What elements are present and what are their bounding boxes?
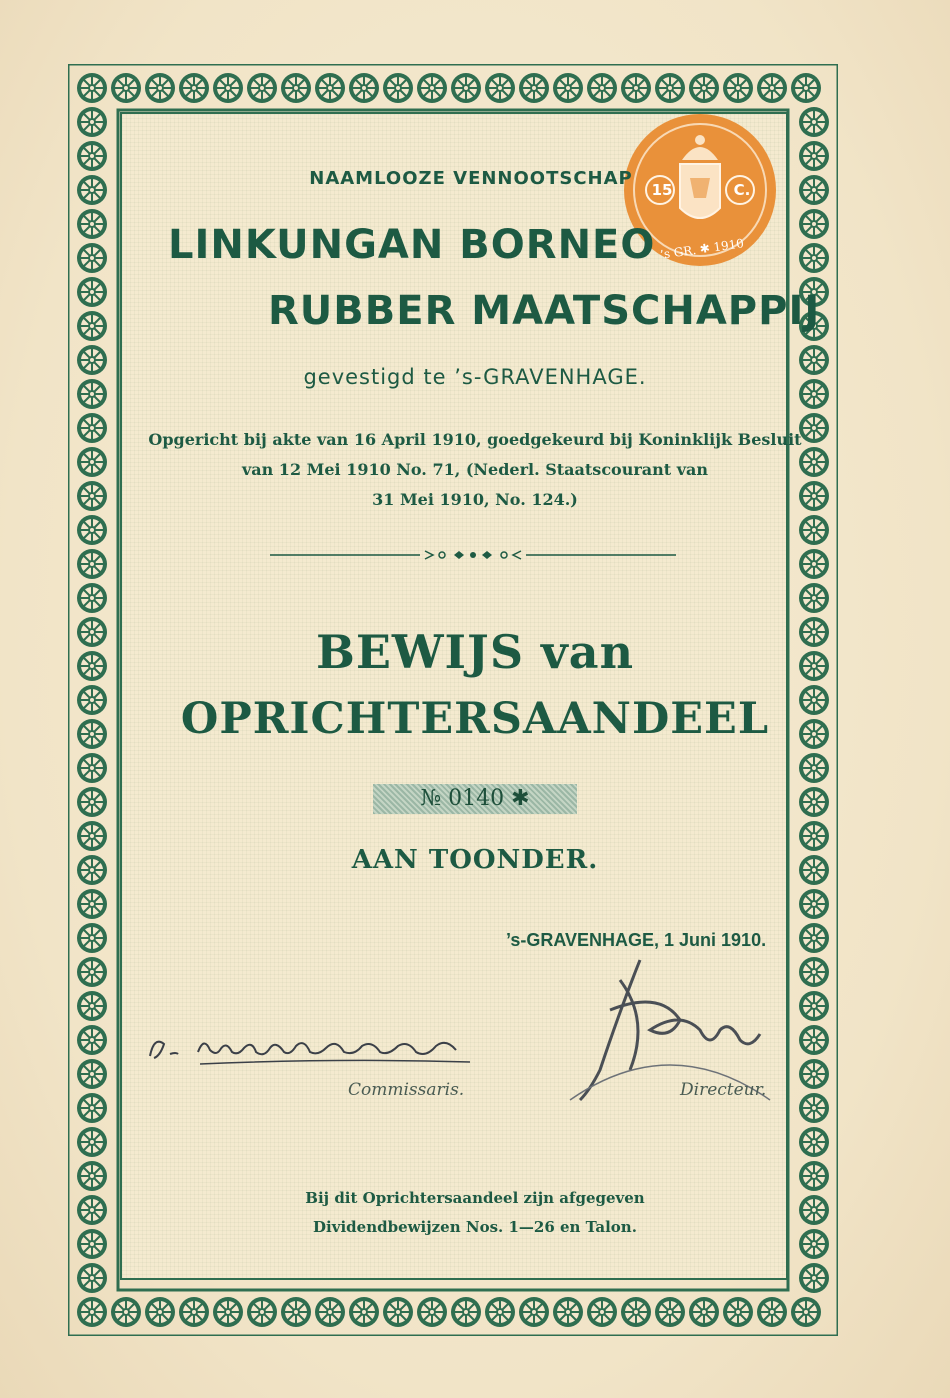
border-flower <box>77 1263 107 1293</box>
border-flower <box>655 73 685 103</box>
border-flower <box>757 73 787 103</box>
commissaris-label: Commissaris. <box>348 1080 465 1100</box>
border-flower <box>799 753 829 783</box>
commissaris-signature <box>140 1022 480 1072</box>
border-flower <box>587 73 617 103</box>
border-flower <box>281 73 311 103</box>
border-flower <box>723 1297 753 1327</box>
border-flower <box>799 889 829 919</box>
border-flower <box>349 73 379 103</box>
border-flower <box>519 73 549 103</box>
border-flower <box>417 1297 447 1327</box>
border-flower <box>799 141 829 171</box>
border-flower <box>587 1297 617 1327</box>
border-flower <box>77 1059 107 1089</box>
footer-line-2: Dividendbewijzen Nos. 1—26 en Talon. <box>313 1218 637 1236</box>
border-flower <box>799 787 829 817</box>
border-flower <box>179 1297 209 1327</box>
border-flower <box>799 957 829 987</box>
border-flower <box>77 1093 107 1123</box>
border-flower <box>77 889 107 919</box>
border-flower <box>145 1297 175 1327</box>
founding-line-2: van 12 Mei 1910 No. 71, (Nederl. Staatscourant van <box>241 460 709 479</box>
ornament-divider <box>270 548 676 562</box>
border-flower <box>451 73 481 103</box>
company-name-line1: LINKUNGAN BORNEO <box>168 222 656 268</box>
border-flower <box>213 1297 243 1327</box>
border-flower <box>77 73 107 103</box>
border-flower <box>77 311 107 341</box>
stamp-value-right: C. <box>733 181 751 199</box>
border-flower <box>621 1297 651 1327</box>
border-flower <box>519 1297 549 1327</box>
border-flower <box>383 73 413 103</box>
border-flower <box>451 1297 481 1327</box>
founding-line-1: Opgericht bij akte van 16 April 1910, goedgekeurd bij Koninklijk Besluit <box>148 430 802 449</box>
border-flower <box>213 73 243 103</box>
border-flower <box>799 923 829 953</box>
title-line2: OPRICHTERSAANDEEL <box>180 694 770 744</box>
border-flower <box>247 73 277 103</box>
company-seat: gevestigd te ’s-GRAVENHAGE. <box>303 365 647 389</box>
border-flower <box>315 1297 345 1327</box>
border-flower <box>77 141 107 171</box>
founding-details <box>0 425 950 515</box>
border-flower <box>315 73 345 103</box>
border-flower <box>799 243 829 273</box>
certificate-number: № 0140 ✱ <box>373 784 577 814</box>
company-type: NAAMLOOZE VENNOOTSCHAP <box>309 168 633 189</box>
stamp-inscription: ’s GR. ✱ 1910 <box>659 236 745 262</box>
border-flower <box>757 1297 787 1327</box>
border-flower <box>799 1059 829 1089</box>
border-flower <box>723 73 753 103</box>
border-flower <box>791 1297 821 1327</box>
border-flower <box>77 583 107 613</box>
border-flower <box>799 1093 829 1123</box>
border-flower <box>247 1297 277 1327</box>
title-line1: BEWIJS van <box>315 625 635 679</box>
border-flower <box>77 209 107 239</box>
border-flower <box>485 73 515 103</box>
border-flower <box>689 73 719 103</box>
founding-line-3: 31 Mei 1910, No. 124.) <box>372 490 578 509</box>
border-flower <box>349 1297 379 1327</box>
border-flower <box>77 549 107 579</box>
border-flower <box>77 991 107 1021</box>
border-flower <box>799 209 829 239</box>
border-flower <box>77 277 107 307</box>
border-flower <box>553 73 583 103</box>
border-flower <box>621 73 651 103</box>
border-flower <box>281 1297 311 1327</box>
place-date: ’s-GRAVENHAGE, 1 Juni 1910. <box>506 930 767 950</box>
border-flower <box>799 1025 829 1055</box>
border-flower <box>145 73 175 103</box>
border-flower <box>77 107 107 137</box>
company-name-line2: RUBBER MAATSCHAPPIJ <box>268 288 821 334</box>
border-flower <box>77 957 107 987</box>
border-flower <box>485 1297 515 1327</box>
directeur-label: Directeur. <box>680 1080 767 1100</box>
border-flower <box>77 1025 107 1055</box>
border-flower <box>77 1297 107 1327</box>
border-flower <box>689 1297 719 1327</box>
border-flower <box>799 583 829 613</box>
border-flower <box>553 1297 583 1327</box>
border-flower <box>799 549 829 579</box>
border-flower <box>417 73 447 103</box>
border-flower <box>799 1263 829 1293</box>
border-flower <box>77 923 107 953</box>
border-flower <box>77 1127 107 1157</box>
bearer-clause: AAN TOONDER. <box>351 845 599 875</box>
border-flower <box>799 107 829 137</box>
border-flower <box>77 243 107 273</box>
footer-note <box>0 1184 950 1242</box>
border-flower <box>799 1127 829 1157</box>
border-flower <box>111 1297 141 1327</box>
border-flower <box>77 787 107 817</box>
border-flower <box>383 1297 413 1327</box>
border-flower <box>179 73 209 103</box>
border-flower <box>77 515 107 545</box>
footer-line-1: Bij dit Oprichtersaandeel zijn afgegeven <box>305 1189 645 1207</box>
border-flower <box>111 73 141 103</box>
border-flower <box>791 73 821 103</box>
border-flower <box>655 1297 685 1327</box>
stamp-value-left: 15 <box>651 181 673 199</box>
border-flower <box>799 991 829 1021</box>
border-flower <box>77 753 107 783</box>
border-flower <box>799 515 829 545</box>
